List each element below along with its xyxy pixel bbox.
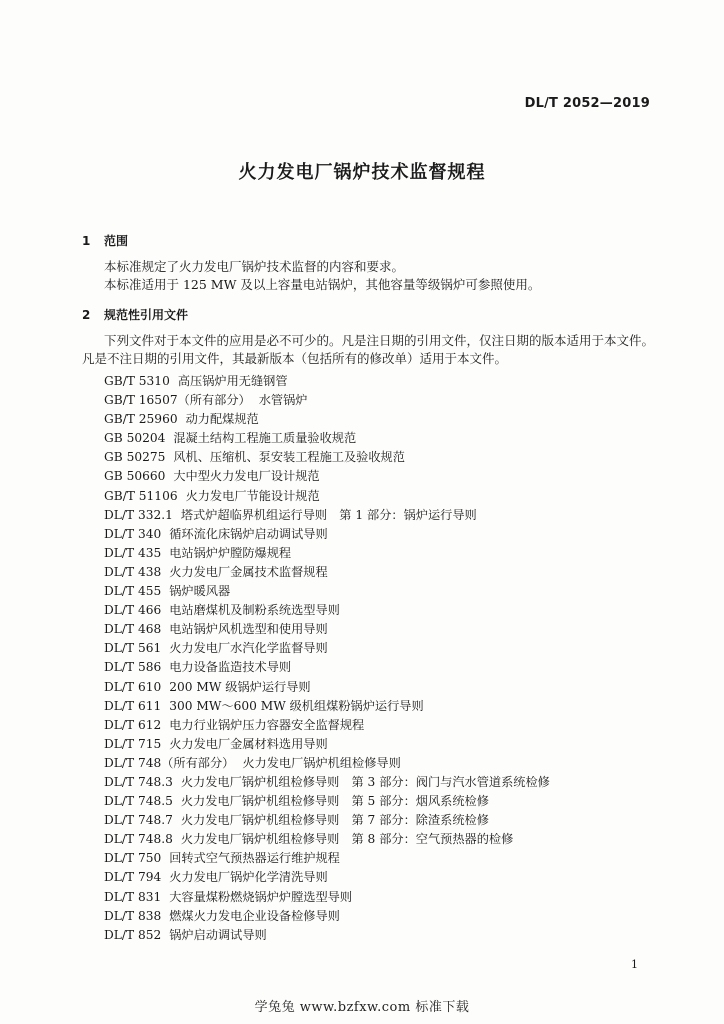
reference-item (104, 372, 550, 391)
reference-item (104, 811, 550, 830)
reference-item (104, 582, 550, 601)
reference-code: DL/T 748.3 (104, 774, 173, 789)
reference-title: 火力发电厂节能设计规范 (185, 488, 320, 503)
section-1-paragraph: 本标准规定了火力发电厂锅炉技术监督的内容和要求。 (104, 259, 405, 274)
download-watermark: 学兔兔 www.bzfxw.com 标准下载 (254, 1000, 470, 1015)
reference-title: 电力设备监造技术导则 (169, 660, 292, 675)
reference-code: DL/T 748.5 (104, 794, 173, 809)
reference-code: DL/T 332.1 (104, 507, 173, 522)
reference-code: DL/T 748.7 (104, 813, 173, 828)
reference-title: 电力行业锅炉压力容器安全监督规程 (169, 717, 365, 732)
reference-code: DL/T 838 (104, 908, 162, 923)
reference-title: 火力发电厂金属材料选用导则 (169, 736, 328, 751)
reference-code: DL/T 466 (104, 603, 162, 618)
reference-item (104, 620, 550, 639)
reference-code: GB/T 5310 (104, 374, 170, 388)
reference-code: DL/T 455 (104, 584, 162, 599)
reference-code: DL/T 438 (104, 564, 162, 579)
reference-code: DL/T 794 (104, 870, 162, 885)
reference-title: 燃煤火力发电企业设备检修导则 (169, 908, 340, 923)
reference-item (104, 487, 550, 506)
reference-item (104, 868, 550, 887)
reference-title: 混凝土结构工程施工质量验收规范 (173, 431, 357, 446)
reference-code: GB/T 25960 (104, 412, 178, 427)
reference-code: DL/T 748.8 (104, 832, 173, 847)
reference-item (104, 907, 550, 926)
standard-code: DL/T 2052—2019 (524, 96, 650, 111)
reference-title: 塔式炉超临界机组运行导则 第 1 部分：锅炉运行导则 (180, 507, 477, 522)
reference-title: 锅炉暖风器 (169, 584, 231, 599)
reference-code: DL/T 610 (104, 679, 162, 694)
reference-item (104, 754, 550, 773)
section-title: 范围 (104, 234, 129, 248)
reference-title: 火力发电厂锅炉机组检修导则 (242, 755, 401, 770)
reference-title: 风机、压缩机、泵安装工程施工及验收规范 (173, 450, 405, 465)
reference-code: DL/T 852 (104, 927, 162, 942)
reference-item (104, 544, 550, 563)
reference-title: 电站锅炉炉膛防爆规程 (169, 545, 292, 560)
reference-item (104, 888, 550, 907)
reference-item (104, 601, 550, 620)
reference-title: 动力配煤规范 (185, 412, 259, 427)
reference-title: 火力发电厂锅炉机组检修导则 第 7 部分：除渣系统检修 (180, 813, 489, 828)
reference-title: 水管锅炉 (258, 393, 308, 408)
section-title: 规范性引用文件 (104, 308, 189, 322)
reference-title: 电站磨煤机及制粉系统选型导则 (169, 603, 340, 618)
reference-code: DL/T 750 (104, 851, 162, 866)
reference-code: GB/T 16507（所有部分） (104, 393, 251, 408)
reference-item (104, 830, 550, 849)
reference-item (104, 735, 550, 754)
reference-item (104, 792, 550, 811)
reference-code: DL/T 748（所有部分） (104, 755, 235, 770)
reference-title: 回转式空气预热器运行维护规程 (169, 851, 340, 866)
reference-item (104, 658, 550, 677)
reference-code: DL/T 831 (104, 889, 162, 904)
reference-title: 火力发电厂锅炉化学清洗导则 (169, 870, 328, 885)
reference-code: DL/T 586 (104, 660, 162, 675)
section-2-paragraph: 下列文件对于本文件的应用是必不可少的。凡是注日期的引用文件，仅注日期的版本适用于本文件。凡是不注日期的引用文件，其最新版本（包括所有的修改单）适用于本文件。 (82, 333, 655, 366)
reference-item (104, 525, 550, 544)
reference-item (104, 639, 550, 658)
reference-title: 火力发电厂锅炉机组检修导则 第 3 部分：阀门与汽水管道系统检修 (180, 774, 550, 789)
reference-code: DL/T 611 (104, 698, 162, 713)
reference-item (104, 697, 550, 716)
reference-item (104, 391, 550, 410)
reference-title: 电站锅炉风机选型和使用导则 (169, 622, 328, 637)
reference-item (104, 467, 550, 486)
reference-title: 大容量煤粉燃烧锅炉炉膛选型导则 (169, 889, 353, 904)
reference-item (104, 773, 550, 792)
reference-title: 高压锅炉用无缝钢管 (177, 374, 288, 388)
reference-title: 火力发电厂锅炉机组检修导则 第 5 部分：烟风系统检修 (180, 794, 489, 809)
reference-title: 大中型火力发电厂设计规范 (173, 469, 320, 484)
reference-item (104, 716, 550, 735)
reference-item (104, 410, 550, 429)
reference-code: GB 50660 (104, 469, 166, 484)
reference-item (104, 429, 550, 448)
reference-title: 循环流化床锅炉启动调试导则 (169, 526, 328, 541)
section-1-heading (82, 232, 128, 249)
reference-item (104, 448, 550, 467)
reference-code: GB/T 51106 (104, 488, 178, 503)
reference-code: DL/T 435 (104, 545, 162, 560)
section-number: 1 (82, 234, 91, 248)
reference-code: GB 50204 (104, 431, 166, 446)
reference-code: GB 50275 (104, 450, 166, 465)
reference-title: 300 MW～600 MW 级机组煤粉锅炉运行导则 (169, 698, 424, 713)
reference-item (104, 678, 550, 697)
reference-title: 火力发电厂水汽化学监督导则 (169, 641, 328, 656)
reference-code: DL/T 561 (104, 641, 162, 656)
reference-code: DL/T 612 (104, 717, 162, 732)
reference-title: 火力发电厂锅炉机组检修导则 第 8 部分：空气预热器的检修 (180, 832, 514, 847)
reference-title: 火力发电厂金属技术监督规程 (169, 564, 328, 579)
reference-code: DL/T 340 (104, 526, 162, 541)
reference-item (104, 506, 550, 525)
section-number: 2 (82, 308, 91, 322)
page-number: 1 (631, 958, 638, 971)
reference-code: DL/T 468 (104, 622, 162, 637)
reference-title: 锅炉启动调试导则 (169, 927, 267, 942)
reference-title: 200 MW 级锅炉运行导则 (169, 679, 311, 694)
section-2-heading (82, 306, 188, 323)
reference-item (104, 849, 550, 868)
reference-item (104, 926, 550, 945)
section-1-paragraph: 本标准适用于 125 MW 及以上容量电站锅炉，其他容量等级锅炉可参照使用。 (104, 277, 541, 292)
document-title: 火力发电厂锅炉技术监督规程 (238, 162, 486, 183)
reference-item (104, 563, 550, 582)
reference-code: DL/T 715 (104, 736, 162, 751)
normative-references-list (104, 372, 550, 945)
